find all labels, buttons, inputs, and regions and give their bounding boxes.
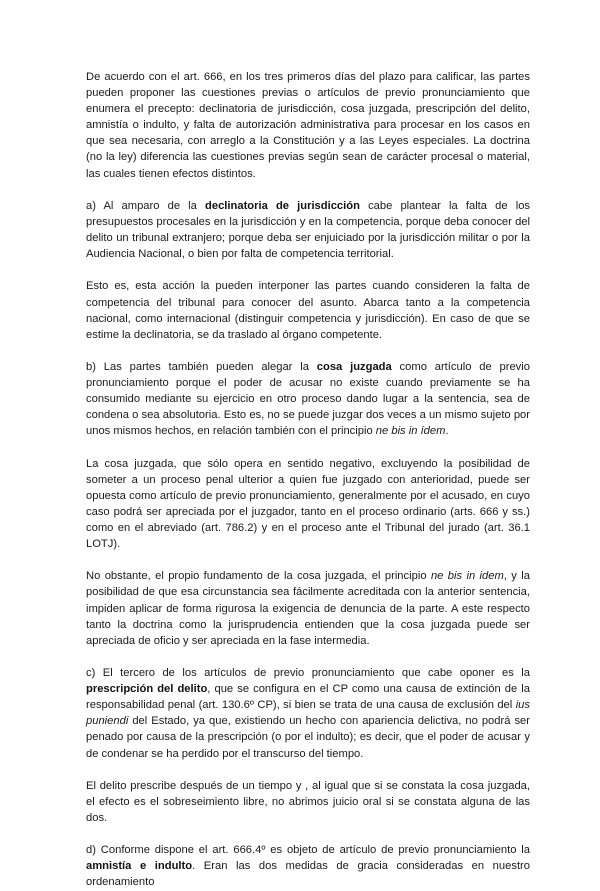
paragraph-prescripcion [86, 665, 530, 762]
paragraph-cosa-juzgada-oficio [86, 568, 530, 648]
text-run: El delito prescribe después de un tiempo y , al igual que si se constata la cosa juzgada, el efecto es el sobreseimiento libre, no abrimos juicio oral si se constata alguna de las dos. [86, 779, 530, 824]
bold-term: declinatoria de jurisdicción [205, 199, 360, 212]
text-run: del Estado, ya que, existiendo un hecho con apariencia delictiva, no podrá ser penado por causa de la prescripción (o por el indulto); es decir, que el poder de acusar y de condenar se ha perdido por el transcurso del tiempo. [86, 715, 530, 760]
text-run: b) Las partes también pueden alegar la [86, 360, 317, 373]
text-run: De acuerdo con el art. 666, en los tres primeros días del plazo para calificar, las partes pueden proponer las cuestiones previas o artículos de previo pronunciamiento que enumera el precepto: declinatoria de jurisdicción, cosa juzgada, prescripción del delito, amnistía o indulto, y falta de autorización administrativa para procesar en los casos en que sea necesaria, con arreglo a la Constitución y a las Leyes especiales. La doctrina (no la ley) diferencia las cuestiones previas según sean de carácter procesal o material, las cuales tienen efectos distintos. [86, 71, 530, 180]
text-run: . [445, 425, 449, 438]
bold-term: prescripción del delito [86, 683, 208, 696]
paragraph-declinatoria-detail [86, 278, 530, 342]
paragraph-intro [86, 69, 530, 182]
paragraph-amnistia-indulto [86, 842, 530, 890]
text-run: La cosa juzgada, que sólo opera en sentido negativo, excluyendo la posibilidad de someter a un proceso penal ulterior a quien fue juzgado con anterioridad, puede ser opuesta como artículo de previo pronunciamiento, generalmente por el acusado, en cuyo caso podrá ser apreciada por el juzgador, tanto en el proceso ordinario (arts. 666 y ss.) como en el abreviado (art. 786.2) y en el proceso ante el Tribunal del jurado (art. 36.1 LOTJ). [86, 457, 530, 551]
text-run: . Eran las dos medidas de gracia consideradas en nuestro ordenamiento [86, 860, 530, 889]
italic-term: ne bis in ídem [375, 425, 446, 438]
text-run: a) Al amparo de la [86, 199, 206, 212]
paragraph-declinatoria [86, 198, 530, 262]
text-run: No obstante, el propio fundamento de la cosa juzgada, el principio [86, 570, 431, 583]
paragraph-cosa-juzgada [86, 359, 530, 439]
text-run: Esto es, esta acción la pueden interponer las partes cuando consideren la falta de competencia del tribunal para conocer del asunto. Abarca tanto a la competencia nacional, como internacional (distinguir competencia y jurisdicción). En caso de que se estime la declinatoria, se da traslado al órgano competente. [86, 280, 530, 341]
text-run: cabe plantear la falta de los presupuestos procesales en la jurisdicción y en la competencia, porque deba conocer del delito un tribunal extranjero; porque deba ser enjuiciado por la jurisdicción militar o por la Audiencia Nacional, o bien por falta de competencia territorial. [86, 199, 531, 261]
bold-term: cosa juzgada [316, 360, 392, 373]
text-run: c) El tercero de los artículos de previo pronunciamiento que cabe oponer es la [86, 667, 530, 680]
paragraph-cosa-juzgada-detail [86, 456, 530, 553]
text-run: d) Conforme dispone el art. 666.4º es objeto de artículo de previo pronunciamiento la [86, 844, 530, 857]
paragraph-prescripcion-effect [86, 778, 530, 826]
italic-term: ius puniendi [86, 699, 530, 728]
text-run: , que se configura en el CP como una causa de extinción de la responsabilidad penal (art. 130.6º CP), si bien se trata de una causa de exclusión del [86, 683, 530, 712]
text-run: , y la posibilidad de que esa circunstancia sea fácilmente acreditada con la anterior sentencia, impiden aplicar de forma rigurosa la exigencia de denuncia de la parte. A este respecto tanto la doctrina como la jurisprudencia entienden que la cosa juzgada puede ser apreciada de oficio y ser apreciada en la fase intermedia. [86, 570, 530, 647]
italic-term: ne bis in idem [430, 570, 504, 583]
bold-term: amnistía e indulto [86, 860, 193, 873]
text-run: como artículo de previo pronunciamiento porque el poder de acusar no existe cuando previamente se ha consumido mediante su ejercicio en otro proceso dando lugar a la sentencia, sea de condena o sea absolutoria. Esto es, no se puede juzgar dos veces a un mismo sujeto por unos mismos hechos, en relación también con el principio [86, 360, 530, 438]
